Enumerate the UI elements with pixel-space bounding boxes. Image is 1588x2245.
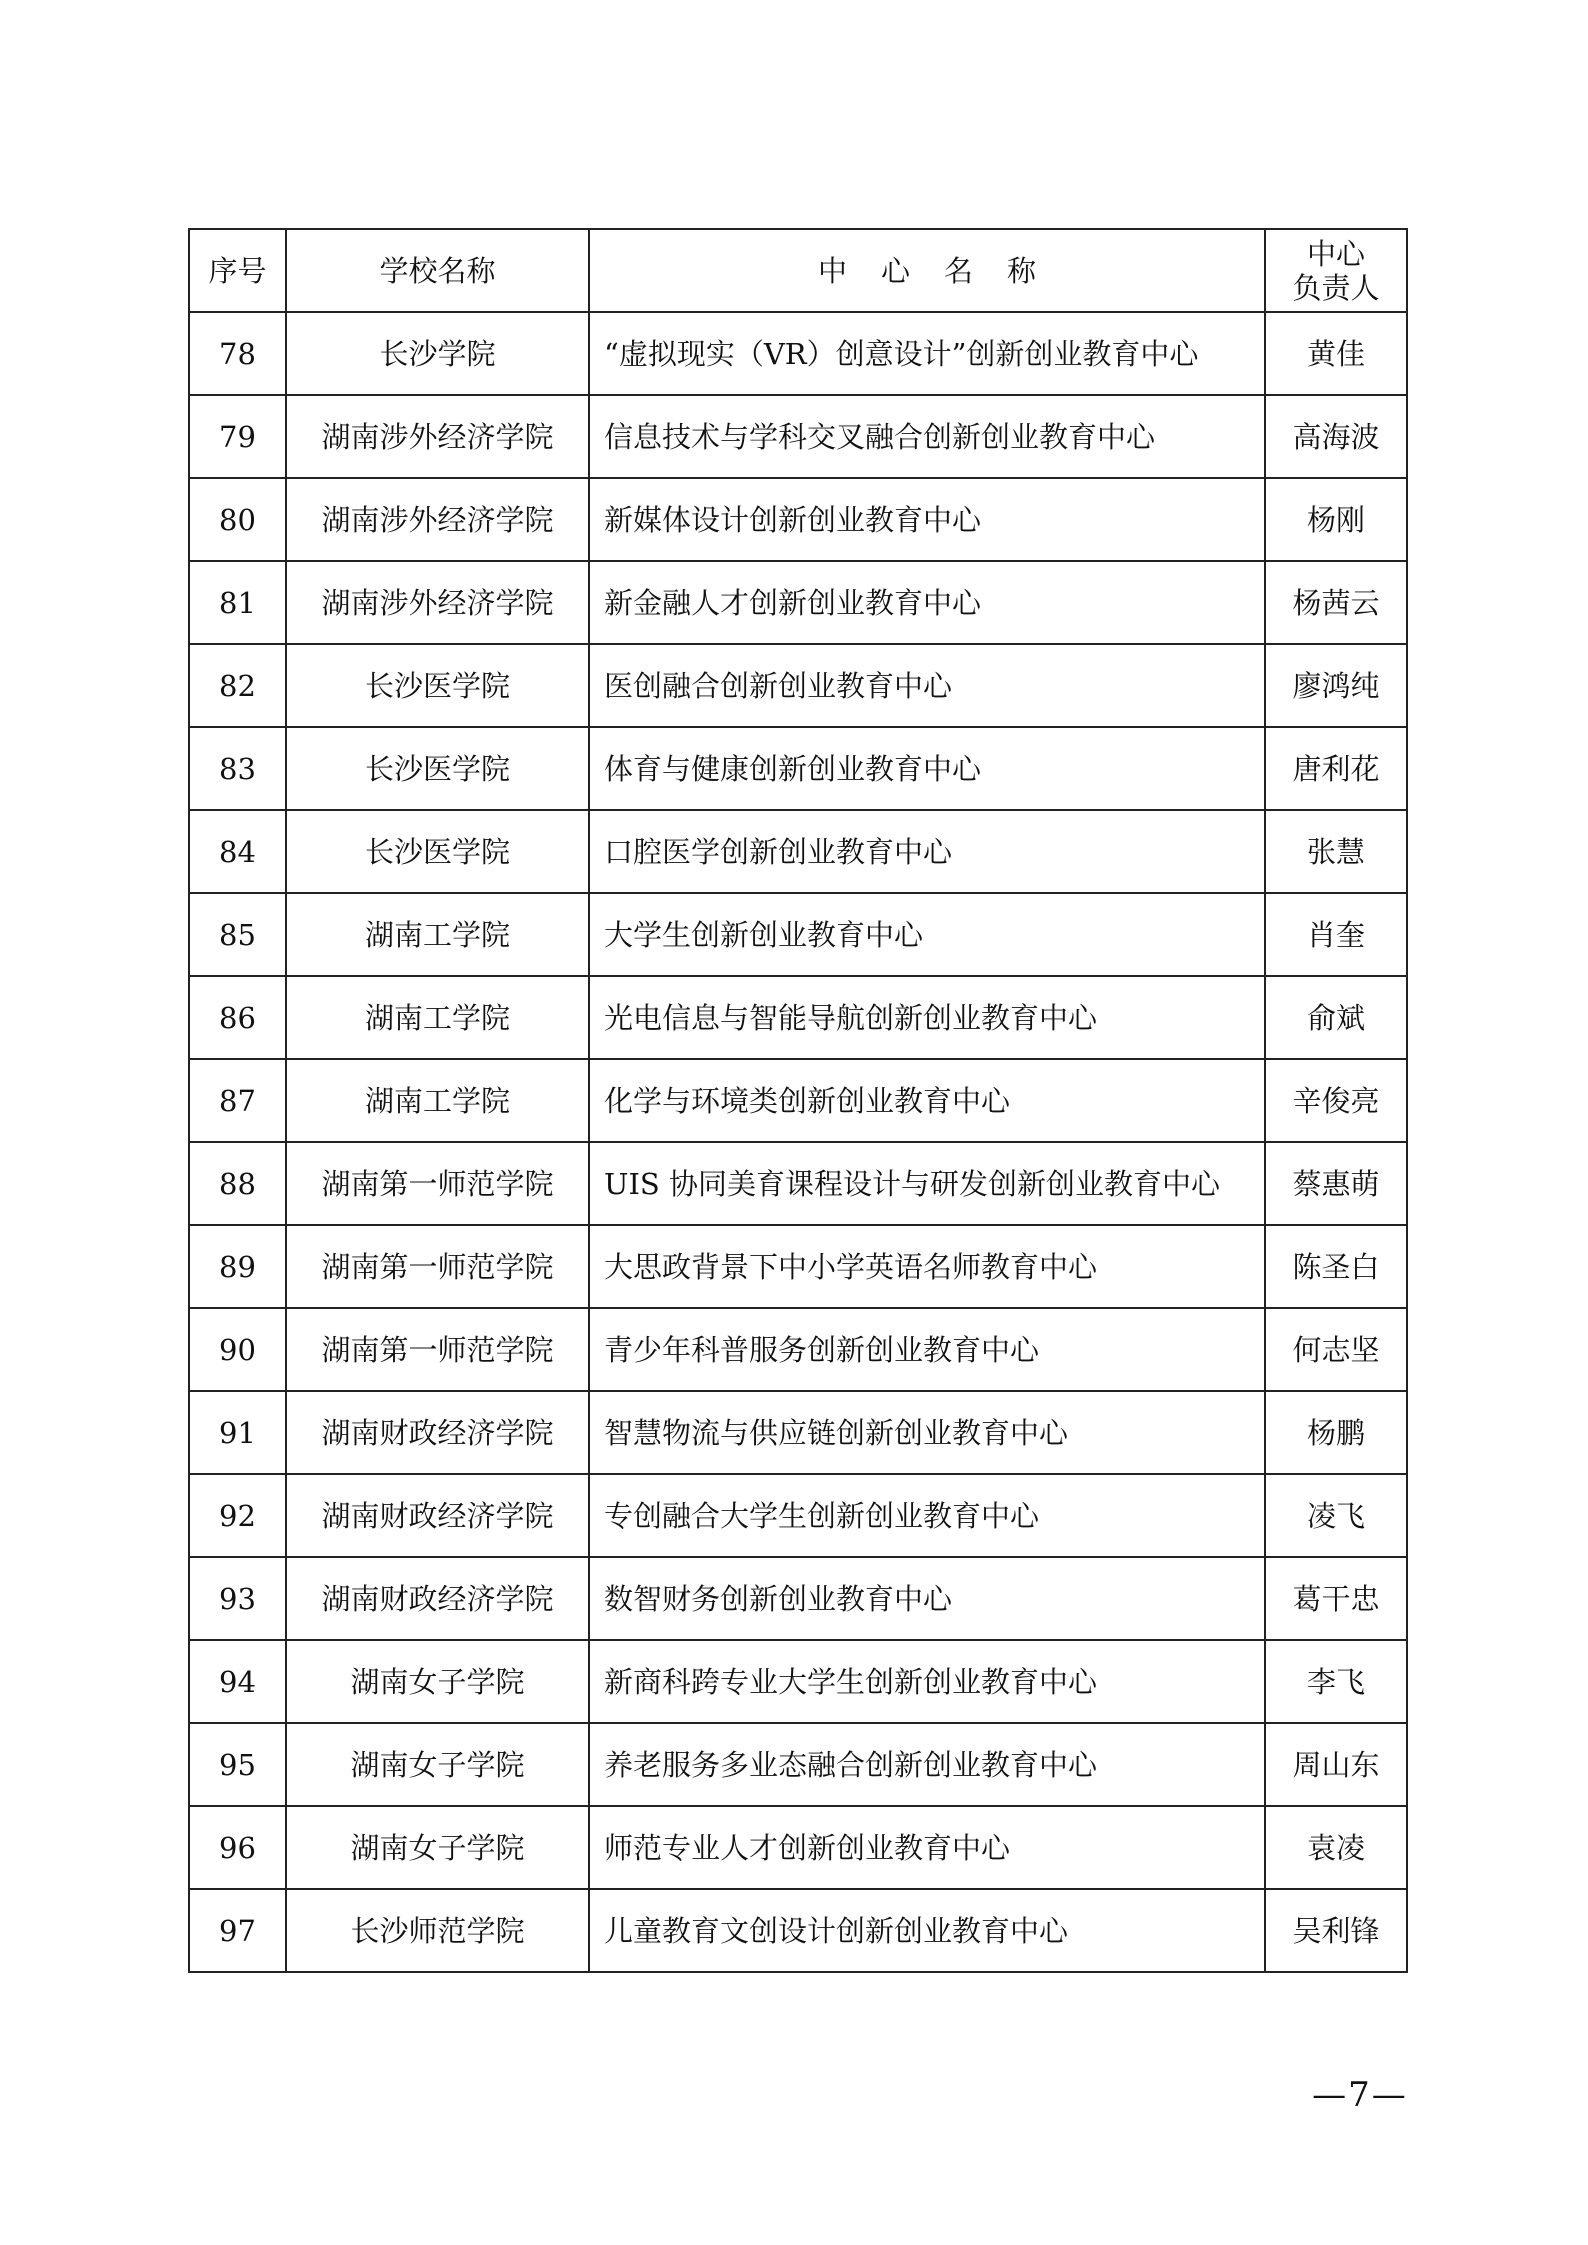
cell-school: 湖南女子学院 — [286, 1723, 589, 1806]
cell-school: 湖南财政经济学院 — [286, 1391, 589, 1474]
cell-center: 大学生创新创业教育中心 — [589, 893, 1265, 976]
cell-leader: 张慧 — [1265, 810, 1407, 893]
table-row — [189, 478, 1407, 561]
cell-school: 长沙师范学院 — [286, 1889, 589, 1972]
cell-leader: 周山东 — [1265, 1723, 1407, 1806]
cell-index: 83 — [189, 727, 286, 810]
cell-index: 90 — [189, 1308, 286, 1391]
cell-center: 信息技术与学科交叉融合创新创业教育中心 — [589, 395, 1265, 478]
table-row — [189, 312, 1407, 395]
cell-index: 82 — [189, 644, 286, 727]
cell-index: 84 — [189, 810, 286, 893]
header-index: 序号 — [189, 229, 286, 312]
cell-center: 新金融人才创新创业教育中心 — [589, 561, 1265, 644]
cell-center: 专创融合大学生创新创业教育中心 — [589, 1474, 1265, 1557]
cell-leader: 杨茜云 — [1265, 561, 1407, 644]
cell-index: 85 — [189, 893, 286, 976]
table-row — [189, 727, 1407, 810]
table-row — [189, 1391, 1407, 1474]
cell-index: 86 — [189, 976, 286, 1059]
cell-school: 湖南工学院 — [286, 893, 589, 976]
cell-index: 88 — [189, 1142, 286, 1225]
cell-center: 师范专业人才创新创业教育中心 — [589, 1806, 1265, 1889]
table-row — [189, 1889, 1407, 1972]
cell-leader: 吴利锋 — [1265, 1889, 1407, 1972]
table-row — [189, 1640, 1407, 1723]
table-row — [189, 976, 1407, 1059]
header-center — [589, 229, 1265, 312]
cell-school: 湖南涉外经济学院 — [286, 395, 589, 478]
header-leader — [1265, 229, 1407, 312]
cell-center: UIS 协同美育课程设计与研发创新创业教育中心 — [589, 1142, 1265, 1225]
cell-center: 光电信息与智能导航创新创业教育中心 — [589, 976, 1265, 1059]
cell-center: 新媒体设计创新创业教育中心 — [589, 478, 1265, 561]
cell-center: 数智财务创新创业教育中心 — [589, 1557, 1265, 1640]
cell-school: 长沙医学院 — [286, 727, 589, 810]
cell-school: 湖南第一师范学院 — [286, 1142, 589, 1225]
table-row — [189, 1308, 1407, 1391]
table-row — [189, 395, 1407, 478]
header-school: 学校名称 — [286, 229, 589, 312]
cell-index: 93 — [189, 1557, 286, 1640]
cell-center: 化学与环境类创新创业教育中心 — [589, 1059, 1265, 1142]
cell-center: “虚拟现实（VR）创意设计”创新创业教育中心 — [589, 312, 1265, 395]
header-center-label: 中心名称 — [817, 253, 1070, 288]
cell-leader: 陈圣白 — [1265, 1225, 1407, 1308]
cell-leader: 凌飞 — [1265, 1474, 1407, 1557]
cell-school: 湖南工学院 — [286, 1059, 589, 1142]
cell-index: 96 — [189, 1806, 286, 1889]
cell-leader: 肖奎 — [1265, 893, 1407, 976]
center-list-table-container — [188, 228, 1406, 1973]
cell-index: 81 — [189, 561, 286, 644]
page-number: —7— — [1312, 2075, 1408, 2115]
cell-index: 92 — [189, 1474, 286, 1557]
table-row — [189, 1557, 1407, 1640]
cell-center: 口腔医学创新创业教育中心 — [589, 810, 1265, 893]
table-row — [189, 1474, 1407, 1557]
cell-index: 97 — [189, 1889, 286, 1972]
cell-school: 长沙医学院 — [286, 644, 589, 727]
cell-index: 91 — [189, 1391, 286, 1474]
cell-leader: 蔡惠萌 — [1265, 1142, 1407, 1225]
cell-leader: 廖鸿纯 — [1265, 644, 1407, 727]
cell-school: 湖南涉外经济学院 — [286, 561, 589, 644]
cell-leader: 黄佳 — [1265, 312, 1407, 395]
cell-leader: 袁凌 — [1265, 1806, 1407, 1889]
cell-leader: 俞斌 — [1265, 976, 1407, 1059]
table-row — [189, 1806, 1407, 1889]
header-leader-line1: 中心 — [1306, 236, 1365, 271]
cell-leader: 高海波 — [1265, 395, 1407, 478]
cell-index: 80 — [189, 478, 286, 561]
cell-center: 大思政背景下中小学英语名师教育中心 — [589, 1225, 1265, 1308]
cell-leader: 何志坚 — [1265, 1308, 1407, 1391]
cell-school: 湖南财政经济学院 — [286, 1474, 589, 1557]
table-row — [189, 810, 1407, 893]
center-list-table — [188, 228, 1408, 1973]
cell-index: 78 — [189, 312, 286, 395]
cell-center: 医创融合创新创业教育中心 — [589, 644, 1265, 727]
cell-leader: 辛俊亮 — [1265, 1059, 1407, 1142]
cell-leader: 葛干忠 — [1265, 1557, 1407, 1640]
cell-leader: 杨刚 — [1265, 478, 1407, 561]
cell-center: 青少年科普服务创新创业教育中心 — [589, 1308, 1265, 1391]
cell-school: 长沙学院 — [286, 312, 589, 395]
cell-index: 89 — [189, 1225, 286, 1308]
cell-index: 94 — [189, 1640, 286, 1723]
table-row — [189, 1059, 1407, 1142]
header-leader-line2: 负责人 — [1292, 270, 1380, 305]
cell-school: 湖南工学院 — [286, 976, 589, 1059]
cell-school: 湖南财政经济学院 — [286, 1557, 589, 1640]
cell-center: 养老服务多业态融合创新创业教育中心 — [589, 1723, 1265, 1806]
cell-school: 湖南第一师范学院 — [286, 1308, 589, 1391]
cell-school: 湖南第一师范学院 — [286, 1225, 589, 1308]
table-row — [189, 644, 1407, 727]
table-row — [189, 1225, 1407, 1308]
table-body — [189, 312, 1407, 1972]
cell-center: 智慧物流与供应链创新创业教育中心 — [589, 1391, 1265, 1474]
cell-index: 95 — [189, 1723, 286, 1806]
cell-center: 儿童教育文创设计创新创业教育中心 — [589, 1889, 1265, 1972]
table-row — [189, 561, 1407, 644]
cell-index: 87 — [189, 1059, 286, 1142]
cell-leader: 唐利花 — [1265, 727, 1407, 810]
cell-center: 体育与健康创新创业教育中心 — [589, 727, 1265, 810]
cell-school: 湖南女子学院 — [286, 1806, 589, 1889]
cell-center: 新商科跨专业大学生创新创业教育中心 — [589, 1640, 1265, 1723]
table-row — [189, 1142, 1407, 1225]
table-row — [189, 1723, 1407, 1806]
cell-leader: 杨鹏 — [1265, 1391, 1407, 1474]
cell-index: 79 — [189, 395, 286, 478]
cell-school: 长沙医学院 — [286, 810, 589, 893]
table-row — [189, 893, 1407, 976]
cell-leader: 李飞 — [1265, 1640, 1407, 1723]
table-header-row — [189, 229, 1407, 312]
cell-school: 湖南女子学院 — [286, 1640, 589, 1723]
cell-school: 湖南涉外经济学院 — [286, 478, 589, 561]
